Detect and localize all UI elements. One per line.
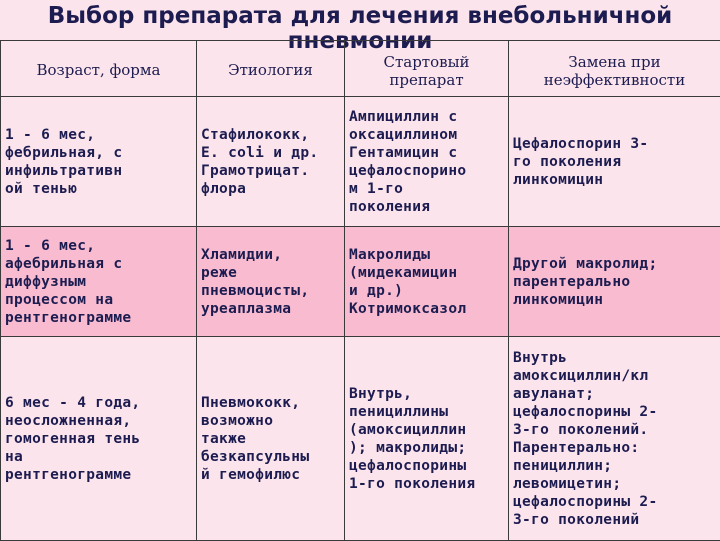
row2-etiology: Хламидии, реже пневмоцисты, уреаплазма xyxy=(197,227,345,337)
row1-replacement: Цефалоспорин 3- го поколения линкомицин xyxy=(509,97,720,227)
header-starting-drug: Стартовый препарат xyxy=(345,41,509,97)
treatment-table xyxy=(0,40,720,541)
row3-age-form: 6 мес - 4 года, неосложненная, гомогенная тень на рентгенограмме xyxy=(1,337,197,541)
row2-age-form: 1 - 6 мес, афебрильная с диффузным процессом на рентгенограмме xyxy=(1,227,197,337)
table-row xyxy=(1,97,720,227)
header-etiology: Этиология xyxy=(197,41,345,97)
page-title: Выбор препарата для лечения внебольничной пневмонии xyxy=(0,4,720,54)
row1-starting-drug: Ампициллин с оксациллином Гентамицин с цефалоспорино м 1-го поколения xyxy=(345,97,509,227)
table-header-row xyxy=(1,41,720,97)
row1-etiology: Стафилококк, E. coli и др. Грамотрицат. флора xyxy=(197,97,345,227)
row3-etiology: Пневмококк, возможно также безкапсульны й гемофилюс xyxy=(197,337,345,541)
row2-replacement: Другой макролид; парентерально линкомицин xyxy=(509,227,720,337)
row1-age-form: 1 - 6 мес, фебрильная, с инфильтративн ой тенью xyxy=(1,97,197,227)
table-row xyxy=(1,227,720,337)
row2-starting-drug: Макролиды (мидекамицин и др.) Котримоксазол xyxy=(345,227,509,337)
row3-replacement: Внутрь амоксициллин/кл авуланат; цефалоспорины 2- 3-го поколений. Парентерально: пенициллин; левомицетин; цефалоспорины 2- 3-го поколений xyxy=(509,337,720,541)
header-replacement: Замена при неэффективности xyxy=(509,41,720,97)
header-age-form: Возраст, форма xyxy=(1,41,197,97)
row3-starting-drug: Внутрь, пенициллины (амоксициллин ); макролиды; цефалоспорины 1-го поколения xyxy=(345,337,509,541)
table-row xyxy=(1,337,720,541)
